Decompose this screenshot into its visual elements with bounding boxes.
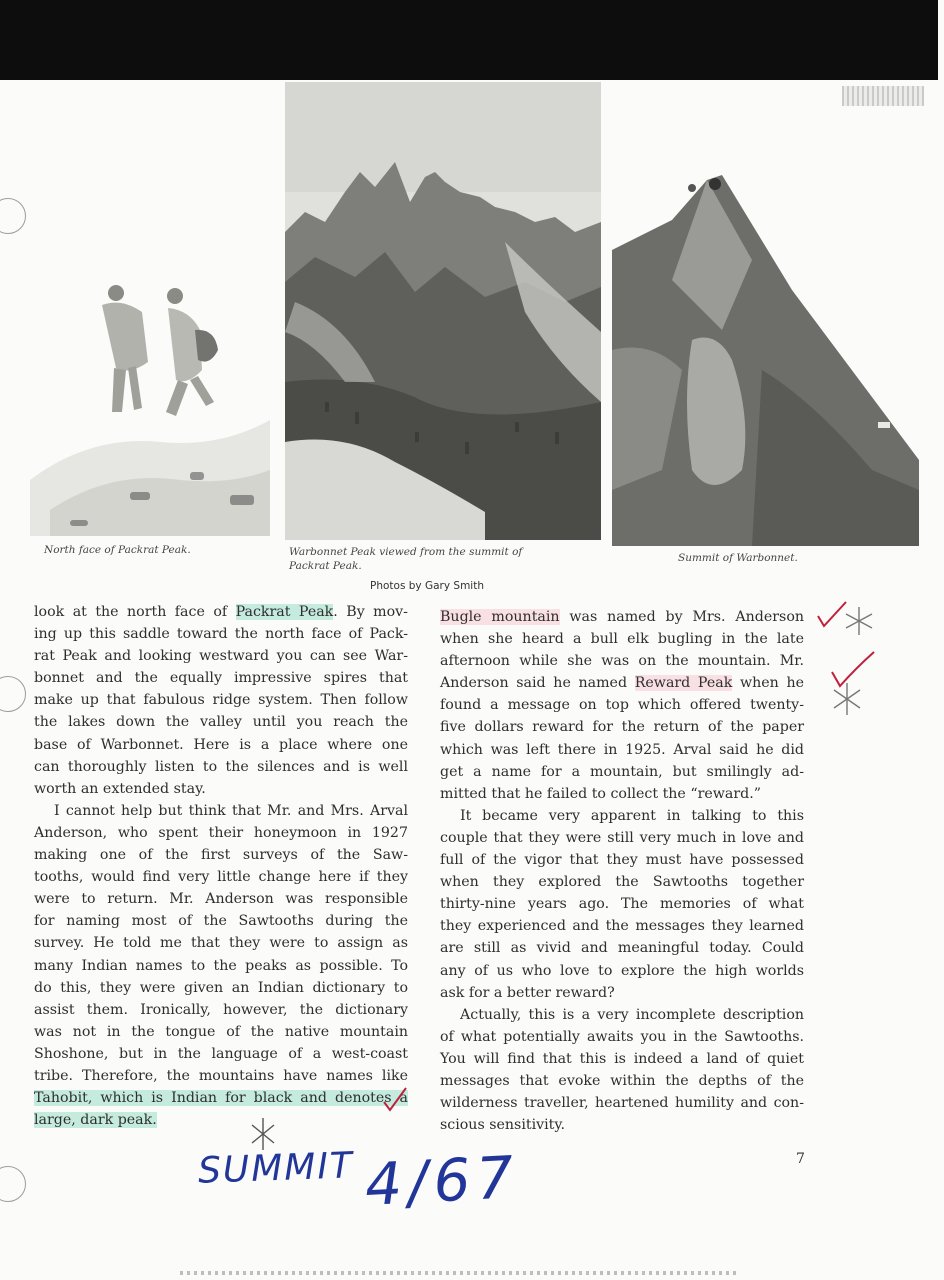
highlighted-text: Packrat Peak bbox=[235, 604, 334, 620]
photo-credit: Photos by Gary Smith bbox=[370, 580, 484, 592]
text-line: found a message on top which offered twenty- bbox=[440, 697, 804, 714]
text-line: look at the north face of Packrat Peak. By mov- bbox=[34, 604, 408, 620]
handwritten-summit: SUMMIT bbox=[197, 1145, 355, 1192]
text-line: survey. He told me that they were to assign as bbox=[34, 935, 408, 952]
photo-caption: North face of Packrat Peak. bbox=[44, 544, 191, 556]
text-line: base of Warbonnet. Here is a place where one bbox=[34, 736, 408, 753]
text-line: Anderson, who spent their honeymoon in 1927 bbox=[34, 824, 408, 841]
highlighted-text: large, dark peak. bbox=[34, 1112, 157, 1129]
text-line: It became very apparent in talking to this bbox=[460, 807, 804, 824]
handwritten-date: 4/67 bbox=[363, 1143, 521, 1219]
text-line: messages that evoke within the depths of the bbox=[440, 1072, 804, 1089]
text-line: when she heard a bull elk bugling in the late bbox=[440, 631, 804, 648]
text-line: get a name for a mountain, but smilingly ad- bbox=[440, 763, 804, 780]
text-line: You will find that this is indeed a land of quiet bbox=[440, 1050, 804, 1067]
photo-caption: Summit of Warbonnet. bbox=[678, 552, 798, 564]
text-line: which was left there in 1925. Arval said he did bbox=[440, 741, 804, 758]
text-line: of what potentially awaits you in the Sawtooths. bbox=[440, 1028, 804, 1045]
scanner-top-border bbox=[0, 0, 944, 80]
text-line bbox=[34, 1087, 408, 1109]
text-line: ask for a better reward? bbox=[440, 984, 615, 1001]
text-line: tribe. Therefore, the mountains have names like bbox=[34, 1067, 408, 1084]
text-line: the lakes down the valley until you reach the bbox=[34, 714, 408, 731]
scan-smudge bbox=[842, 86, 924, 106]
text-line: wilderness traveller, heartened humility and con- bbox=[440, 1095, 804, 1112]
photo-north-face-packrat bbox=[30, 180, 270, 536]
text-line: I cannot help but think that Mr. and Mrs. Arval bbox=[54, 802, 408, 819]
text-line: when they explored the Sawtooths together bbox=[440, 874, 804, 891]
star-mark-icon bbox=[830, 680, 864, 718]
text-line: worth an extended stay. bbox=[34, 780, 206, 797]
text-line: they experienced and the messages they learned bbox=[440, 918, 804, 935]
text-line: Actually, this is a very incomplete description bbox=[460, 1006, 804, 1023]
text-line: mitted that he failed to collect the “reward.” bbox=[440, 785, 761, 802]
photo-summit-warbonnet bbox=[612, 170, 919, 546]
text-line: were to return. Mr. Anderson was responsible bbox=[34, 891, 408, 908]
text-line: are still as vivid and meaningful today. Could bbox=[440, 940, 804, 957]
highlighted-text: Reward Peak bbox=[634, 675, 733, 692]
binder-hole-icon bbox=[0, 1166, 26, 1202]
text-line: full of the vigor that they must have possessed bbox=[440, 852, 804, 869]
text-line: thirty-nine years ago. The memories of what bbox=[440, 896, 804, 913]
page-number: 7 bbox=[796, 1151, 805, 1167]
text-line: rat Peak and looking westward you can see War- bbox=[34, 648, 408, 665]
left-column-text bbox=[34, 601, 408, 1131]
text-line: for naming most of the Sawtooths during the bbox=[34, 913, 408, 930]
text-line: many Indian names to the peaks as possible. To bbox=[34, 957, 408, 974]
text-line: do this, they were given an Indian dictionary to bbox=[34, 979, 408, 996]
red-check-icon bbox=[380, 1084, 410, 1114]
text-line: Shoshone, but in the language of a west-coast bbox=[34, 1045, 408, 1062]
scan-smudge-bottom bbox=[180, 1271, 740, 1275]
text-line: tooths, would find very little change here if they bbox=[34, 869, 408, 886]
right-column-text bbox=[440, 606, 804, 1136]
text-line: any of us who love to explore the high worlds bbox=[440, 962, 804, 979]
text-line: Anderson said he named Reward Peak when he bbox=[440, 675, 804, 692]
text-line: scious sensitivity. bbox=[440, 1117, 565, 1134]
text-line: ing up this saddle toward the north face of Pack- bbox=[34, 626, 408, 643]
text-line: can thoroughly listen to the silences and is well bbox=[34, 758, 408, 775]
text-line: was not in the tongue of the native mountain bbox=[34, 1023, 408, 1040]
text-line: Bugle mountain was named by Mrs. Anderson bbox=[440, 609, 804, 625]
text-line bbox=[34, 1109, 408, 1131]
caption-line: Warbonnet Peak viewed from the summit of bbox=[289, 546, 523, 558]
highlighted-text: Bugle mountain bbox=[440, 609, 560, 625]
scanner-edge bbox=[938, 0, 944, 80]
text-line: five dollars reward for the return of the paper bbox=[440, 719, 804, 736]
photo-warbonnet-view bbox=[285, 82, 601, 540]
star-mark-icon bbox=[842, 604, 876, 638]
text-line: make up that fabulous ridge system. Then follow bbox=[34, 692, 408, 709]
binder-hole-icon bbox=[0, 198, 26, 234]
text-line: bonnet and the equally impressive spires that bbox=[34, 670, 408, 687]
photo-caption bbox=[289, 545, 589, 573]
text-line: couple that they were still very much in love and bbox=[440, 829, 804, 846]
text-line: making one of the first surveys of the Saw- bbox=[34, 847, 408, 864]
text-line: assist them. Ironically, however, the dictionary bbox=[34, 1001, 408, 1018]
text-line: afternoon while she was on the mountain. Mr. bbox=[440, 653, 804, 670]
binder-hole-icon bbox=[0, 676, 26, 712]
caption-line: Packrat Peak. bbox=[289, 560, 362, 572]
highlighted-text: Tahobit, which is Indian for black and denotes a bbox=[34, 1090, 408, 1107]
star-mark-icon bbox=[250, 1116, 276, 1152]
